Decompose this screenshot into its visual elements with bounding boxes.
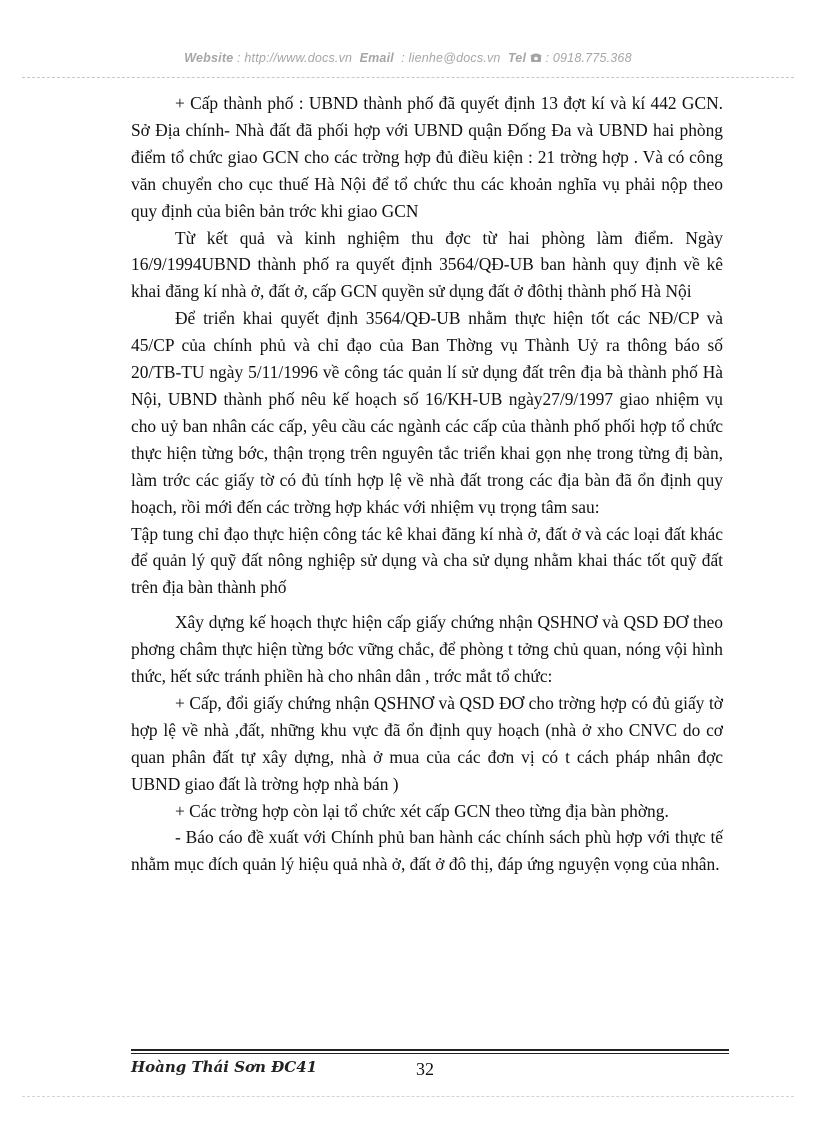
website-url[interactable]: : http://www.docs.vn	[237, 51, 353, 65]
footer-divider-thin	[131, 1053, 729, 1054]
paragraph-report-proposal: - Báo cáo đề xuất với Chính phủ ban hành các chính sách phù hợp với thực tế nhằm mục đích quản lý hiệu quả nhà ở, đất ở đô thị, đáp ứng nguyện vọng của nhân.	[131, 827, 723, 875]
bottom-divider	[22, 1096, 794, 1097]
phone-icon	[530, 52, 542, 66]
paragraph-decision-3564: Từ kết quả và kinh nghiệm thu đợc từ hai phòng làm điểm. Ngày 16/9/1994UBND thành phố ra quyết định 3564/QĐ-UB ban hành quy định về kê khai đăng kí nhà ở, đất ở, cấp GCN quyền sử dụng đất ở đôthị thành phố Hà Nội	[131, 227, 723, 302]
email-label: Email	[359, 51, 394, 65]
page-number: 32	[416, 1059, 434, 1079]
paragraph-plan: Xây dựng kế hoạch thực hiện cấp giấy chứng nhận QSHNƠ và QSD ĐƠ theo phơng châm thực hiện từng bớc vững chắc, để phòng t tởng chủ quan, nóng vội hình thức, hết sức tránh phiền hà cho nhân dân , trớc mắt tổ chức:	[131, 612, 723, 687]
paragraph-city-level: + Cấp thành phố : UBND thành phố đã quyết định 13 đợt kí và kí 442 GCN. Sở Địa chính- Nhà đất đã phối hợp với UBND quận Đống Đa và UBND hai phòng điểm tổ chức giao GCN cho các trờng hợp đủ điều kiện : 21 trờng hợp . Và có công văn chuyển cho cục thuế Hà Nội để tổ chức thu các khoản nghĩa vụ phải nộp theo quy định của biên bản trớc khi giao GCN	[131, 93, 723, 221]
site-header	[0, 51, 816, 66]
email-address[interactable]: : lienhe@docs.vn	[401, 51, 501, 65]
paragraph-issue-certificates: + Cấp, đổi giấy chứng nhận QSHNƠ và QSD ĐƠ cho trờng hợp có đủ giấy tờ hợp lệ về nhà ,đất, những khu vực đã ổn định quy hoạch (nhà ở xho CNVC do cơ quan phân đất tự xây dựng, nhà ở mua của các đơn vị có t cách pháp nhân đợc UBND giao đất là trờng hợp nhà bán )	[131, 692, 723, 794]
author-name: Hoàng Thái Sơn ĐC41	[131, 1058, 318, 1076]
header-divider	[22, 77, 794, 78]
website-label: Website	[184, 51, 234, 65]
footer-divider-thick	[131, 1049, 729, 1051]
tel-label: Tel	[507, 51, 527, 65]
paragraph-remaining-cases: + Các trờng hợp còn lại tổ chức xét cấp GCN theo từng địa bàn phờng.	[175, 800, 669, 821]
paragraph-implementation: Để triển khai quyết định 3564/QĐ-UB nhằm thực hiện tốt các NĐ/CP và 45/CP của chính phủ và chỉ đạo của Ban Thờng vụ Thành Uỷ ra thông báo số 20/TB-TU ngày 5/11/1996 về công tác quản lí sử dụng đất trên địa bà thành phố Hà Nội, UBND thành phố nêu kế hoạch số 16/KH-UB ngày27/9/1997 giao nhiệm vụ cho uỷ ban nhân các cấp, yêu cầu các ngành các cấp của thành phố phối hợp tổ chức thực hiện từng bớc, thận trọng trên nguyên tắc triển khai gọn nhẹ trong từng đị bàn, làm trớc các giấy tờ có đủ tính hợp lệ về nhà đất trong các địa bàn đã ổn định quy hoạch, rồi mới đến các trờng hợp khác với nhiệm vụ trọng tâm sau:	[131, 308, 723, 517]
tel-number: : 0918.775.368	[545, 51, 632, 65]
paragraph-land-registration: Tập tung chỉ đạo thực hiện công tác kê khai đăng kí nhà ở, đất ở và các loại đất khác để quản lý quỹ đất nông nghiệp sử dụng và cha sử dụng nhằm khai thác tốt quỹ đất trên địa bàn thành phố	[131, 523, 723, 598]
document-body	[131, 90, 723, 878]
